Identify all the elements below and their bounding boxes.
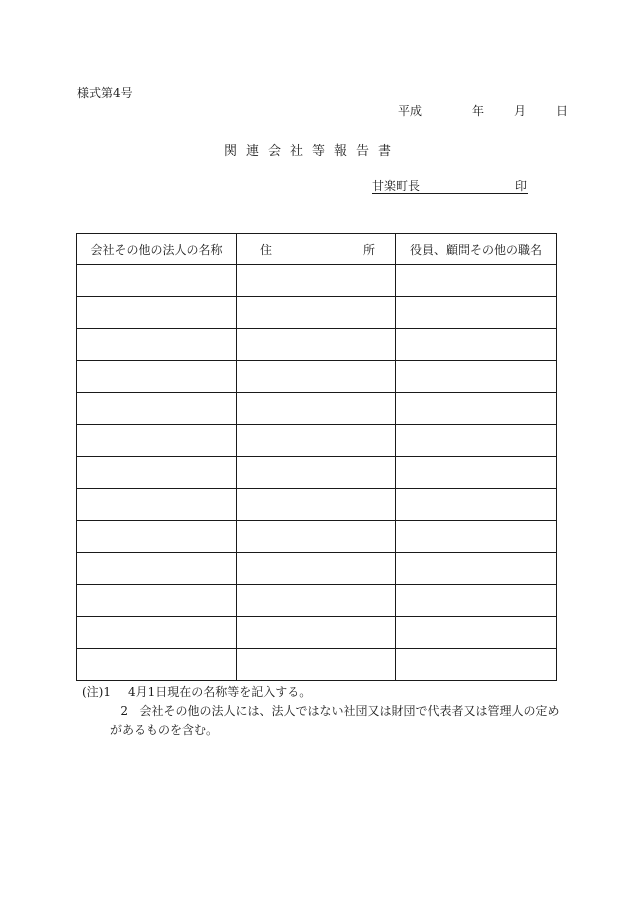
position-cell[interactable] [396,329,557,361]
note-2-continuation [82,721,559,740]
position-cell[interactable] [396,489,557,521]
address-cell[interactable] [237,425,396,457]
company-name-cell[interactable] [77,617,237,649]
company-name-cell[interactable] [77,489,237,521]
note-2-number: 2 [120,704,128,718]
note-1 [82,683,559,702]
table-header-row [77,234,557,265]
company-name-cell[interactable] [77,649,237,681]
position-cell[interactable] [396,585,557,617]
address-cell[interactable] [237,617,396,649]
table-row [77,361,557,393]
date-month-unit: 月 [514,104,527,118]
address-cell[interactable] [237,585,396,617]
note-1-text: 4月1日現在の名称等を記入する。 [128,685,312,699]
address-cell[interactable] [237,361,396,393]
header-address-left: 住 [260,242,273,257]
notes [82,683,559,740]
position-cell[interactable] [396,649,557,681]
header-position: 役員、顧問その他の職名 [396,234,557,265]
note-prefix: (注)1 [82,685,111,699]
table-row [77,489,557,521]
table-body [77,265,557,681]
company-name-cell[interactable] [77,265,237,297]
position-cell[interactable] [396,617,557,649]
company-name-cell[interactable] [77,329,237,361]
company-name-cell[interactable] [77,361,237,393]
position-cell[interactable] [396,553,557,585]
header-address [237,234,396,265]
position-cell[interactable] [396,457,557,489]
position-cell[interactable] [396,425,557,457]
date-era: 平成 [398,104,423,118]
table-row [77,329,557,361]
table-row [77,425,557,457]
related-company-table [76,233,557,681]
address-cell[interactable] [237,297,396,329]
table-row [77,393,557,425]
position-cell[interactable] [396,265,557,297]
date-line [398,102,568,119]
address-cell[interactable] [237,457,396,489]
position-cell[interactable] [396,297,557,329]
address-cell[interactable] [237,265,396,297]
company-name-cell[interactable] [77,521,237,553]
address-cell[interactable] [237,489,396,521]
date-year-unit: 年 [472,104,485,118]
date-day-unit: 日 [556,104,569,118]
table-row [77,617,557,649]
address-cell[interactable] [237,521,396,553]
position-cell[interactable] [396,521,557,553]
position-cell[interactable] [396,361,557,393]
table-row [77,553,557,585]
table-row [77,265,557,297]
company-name-cell[interactable] [77,393,237,425]
company-name-cell[interactable] [77,425,237,457]
position-cell[interactable] [396,393,557,425]
note-2-text-line2: があるものを含む。 [110,723,219,737]
table-row [77,585,557,617]
table-row [77,649,557,681]
issuer-name: 甘楽町長 [372,179,421,193]
table-row [77,457,557,489]
note-2 [82,702,559,721]
company-name-cell[interactable] [77,585,237,617]
company-name-cell[interactable] [77,457,237,489]
address-cell[interactable] [237,553,396,585]
company-name-cell[interactable] [77,553,237,585]
seal-mark: 印 [514,179,527,193]
address-cell[interactable] [237,649,396,681]
note-2-text-line1: 会社その他の法人には、法人ではない社団又は財団で代表者又は管理人の定め [139,704,560,718]
address-cell[interactable] [237,329,396,361]
header-company-name: 会社その他の法人の名称 [77,234,237,265]
table-row [77,297,557,329]
issuer-signature-line[interactable] [372,180,528,194]
header-address-right: 所 [362,242,375,257]
address-cell[interactable] [237,393,396,425]
form-number: 様式第4号 [77,86,133,100]
document-title: 関連会社等報告書 [224,144,401,159]
table-row [77,521,557,553]
company-name-cell[interactable] [77,297,237,329]
